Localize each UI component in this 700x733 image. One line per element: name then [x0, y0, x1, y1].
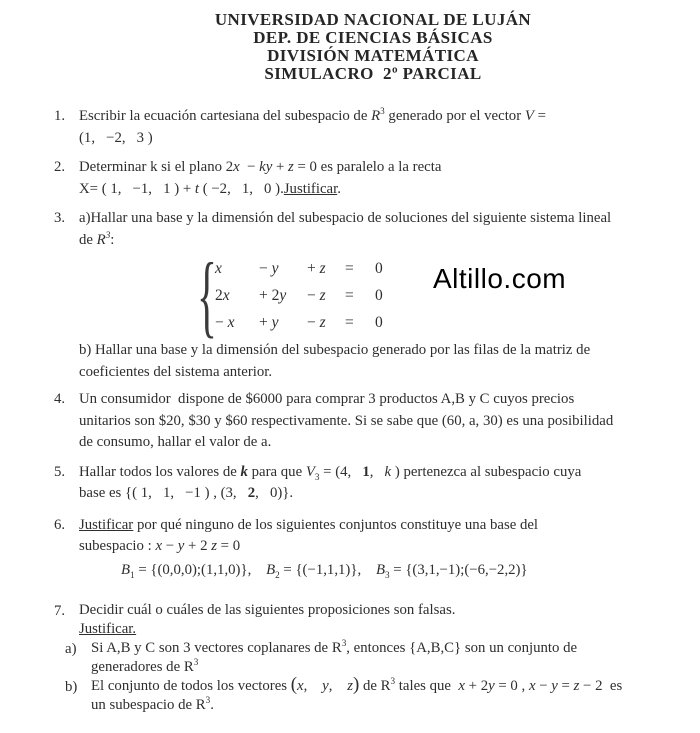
altillo-watermark: Altillo.com: [433, 263, 567, 294]
exercise-7-line-1: Decidir cuál o cuáles de las siguientes proposiciones son falsas.: [79, 602, 456, 618]
exercise-1-number: 1.: [54, 108, 66, 124]
exercise-2: [54, 157, 690, 200]
exercise-3-number: 3.: [54, 210, 66, 226]
exercise-7: [54, 601, 690, 715]
eq2-term1: 2x: [215, 286, 230, 304]
exercise-1-line-1: Escribir la ecuación cartesiana del subespacio de $R^3$ generado por el vector V =: [79, 106, 546, 124]
exercise-6-line-1: Justificar por qué ninguno de los siguientes conjuntos constituye una base del: [79, 516, 539, 533]
exercise-6-line-2: subespacio : x − y + 2 z = 0: [79, 538, 241, 554]
exercise-6: [54, 515, 690, 582]
exercise-3b-line-1: b) Hallar una base y la dimensión del subespacio generado por las filas de la matriz de: [79, 342, 591, 358]
header-university: UNIVERSIDAD NACIONAL DE LUJÁN: [214, 10, 532, 29]
header-division: DIVISIÓN MATEMÁTICA: [267, 46, 479, 65]
eq1-term2: − y: [259, 259, 279, 277]
eq2-term2: + 2y: [259, 286, 287, 304]
exercise-4-line-2: unitarios son $20, $30 y $60 respectivamente. Si se sabe que (60, a, 30) es una posibilidad: [79, 412, 614, 429]
eq3-rhs: 0: [375, 313, 383, 331]
exercise-7b-line-2: un subespacio de $R^3$.: [91, 695, 214, 713]
header-department: DEP. DE CIENCIAS BÁSICAS: [253, 28, 493, 47]
exercises-list: [0, 106, 700, 715]
eq2-rhs: 0: [375, 286, 383, 304]
exercise-1-vector: (1, −2, 3 ): [79, 129, 153, 146]
exercise-7b-label: b): [65, 679, 78, 695]
exercise-7b: [65, 674, 690, 715]
eq3-term2: + y: [259, 313, 279, 331]
exercise-4-line-3: de consumo, hallar el valor de a.: [79, 434, 272, 450]
eq1-term3: + z: [307, 259, 326, 277]
exercise-5-line-2: base es {( 1, 1, −1 ) , (3, 2, 0)}.: [79, 485, 294, 501]
header-exam-title: SIMULACRO 2º PARCIAL: [264, 64, 482, 83]
eq3-term1: − x: [215, 313, 235, 331]
system-brace: {: [197, 244, 217, 346]
exercise-3: [54, 208, 690, 383]
exercise-5-line-1: Hallar todos los valores de k para que $V_3 = (4$, 1, k ) pertenezca al subespacio cuya: [79, 463, 582, 482]
exercise-7a-label: a): [65, 641, 77, 657]
exercise-7-justify: Justificar.: [79, 621, 137, 637]
eq2-equals: =: [345, 286, 354, 304]
exercise-7-number: 7.: [54, 603, 66, 619]
exercise-7a: [65, 639, 690, 677]
eq1-rhs: 0: [375, 259, 383, 277]
exercise-6-number: 6.: [54, 516, 66, 533]
system-equations: [215, 255, 393, 336]
eq3-equals: =: [345, 313, 354, 331]
exercise-2-line-1: Determinar k si el plano 2x − ky + z = 0 es paralelo a la recta: [79, 159, 442, 175]
eq1-term1: x: [215, 259, 222, 277]
exercise-6-bases: $B_1$ = {(0,0,0);(1,1,0)}, $B_2 = \{(-1,1,1)\}$, $B_3$ = {(3,1,−1);(−6,−2,2)}: [121, 561, 528, 580]
exercise-3a-line-1: a)Hallar una base y la dimensión del subespacio de soluciones del siguiente sistema lineal: [79, 210, 612, 226]
exercise-1: [54, 106, 690, 149]
document-header: [0, 0, 700, 83]
exercise-2-number: 2.: [54, 159, 66, 175]
exercise-7a-line-1: Si A,B y C son 3 vectores coplanares de $R^3$, entonces {A,B,C} son un conjunto de: [91, 638, 578, 656]
exercise-3a-line-2: de $R^3$:: [79, 229, 115, 248]
eq3-term3: − z: [307, 313, 326, 331]
eq1-equals: =: [345, 259, 354, 277]
eq2-term3: − z: [307, 286, 326, 304]
exercise-2-line-2: X= ( 1, −1, 1 ) + t ( −2, 1, 0 ).Justificar.: [79, 180, 341, 197]
exercise-5-number: 5.: [54, 463, 66, 480]
exercise-7b-line-1: El conjunto de todos los vectores (x, y, z) de $R^3$ tales que x + 2y = 0 , x − y = z − 2 es: [91, 674, 623, 695]
exercise-4-line-1: Un consumidor dispone de $6000 para comprar 3 productos A,B y C cuyos precios: [79, 391, 575, 407]
exercise-4-number: 4.: [54, 391, 66, 407]
exercise-3b-line-2: coeficientes del sistema anterior.: [79, 363, 273, 380]
exercise-4: [54, 389, 690, 454]
exercise-5: [54, 462, 690, 505]
exercise-7a-line-2: generadores de $R^3$: [91, 657, 199, 675]
